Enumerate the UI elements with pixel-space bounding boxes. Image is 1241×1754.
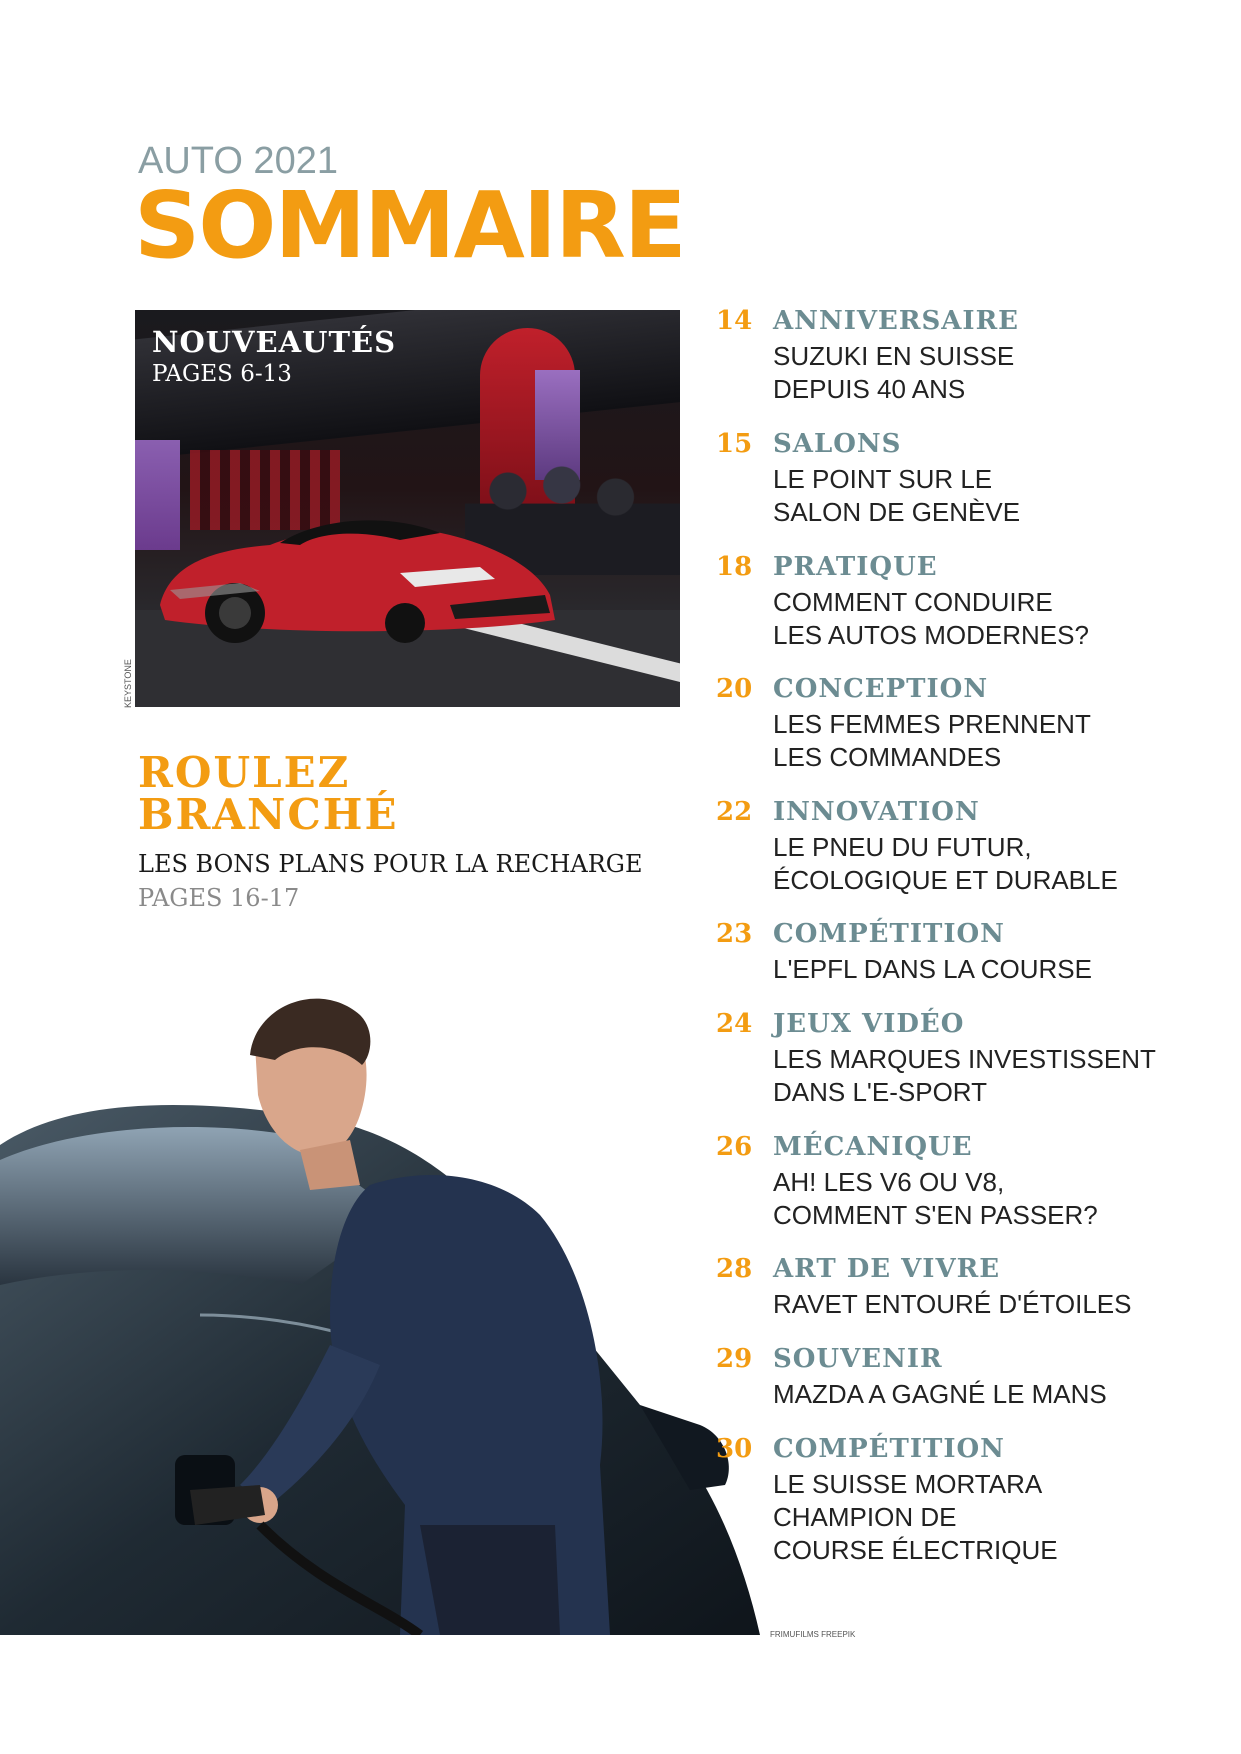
toc-description: RAVET ENTOURÉ D'ÉTOILES [773, 1289, 1132, 1319]
toc-entry[interactable] [716, 1434, 1226, 1564]
charging-photo [0, 985, 770, 1635]
toc-page-number: 18 [716, 552, 753, 582]
toc-heading: JEUX VIDÉO [773, 1009, 965, 1039]
photo-credit: KEYSTONE [123, 659, 133, 708]
toc-description: AH! LES V6 OU V8, COMMENT S'EN PASSER? [773, 1167, 1098, 1230]
toc-entry[interactable] [716, 1254, 1226, 1344]
feature-subtitle: LES BONS PLANS POUR LA RECHARGE [138, 850, 643, 878]
toc-heading: SOUVENIR [773, 1344, 943, 1374]
toc-description: MAZDA A GAGNÉ LE MANS [773, 1379, 1107, 1409]
toc-page-number: 20 [716, 674, 753, 704]
toc-description: LE SUISSE MORTARA CHAMPION DE COURSE ÉLECTRIQUE [773, 1469, 1058, 1565]
section-label: NOUVEAUTÉS [152, 325, 397, 359]
toc-heading: CONCEPTION [773, 674, 989, 704]
toc-entry[interactable] [716, 1132, 1226, 1254]
toc-entry[interactable] [716, 429, 1226, 552]
toc-heading: ANNIVERSAIRE [773, 306, 1019, 336]
toc-description: LES FEMMES PRENNENT LES COMMANDES [773, 709, 1091, 772]
page-title: SOMMAIRE [134, 172, 685, 279]
section-pages: PAGES 6-13 [152, 361, 292, 387]
toc-heading: PRATIQUE [773, 552, 938, 582]
toc-heading: INNOVATION [773, 797, 980, 827]
toc-description: L'EPFL DANS LA COURSE [773, 954, 1092, 984]
toc-entry[interactable] [716, 306, 1226, 429]
toc-page-number: 24 [716, 1009, 753, 1039]
feature-title: ROULEZ BRANCHÉ [138, 748, 399, 839]
toc-page-number: 29 [716, 1344, 753, 1374]
toc-heading: SALONS [773, 429, 902, 459]
toc-heading: MÉCANIQUE [773, 1132, 973, 1162]
toc-entry[interactable] [716, 919, 1226, 1009]
toc-page-number: 14 [716, 306, 753, 336]
toc-page-number: 28 [716, 1254, 753, 1284]
toc-entry[interactable] [716, 552, 1226, 674]
toc-entry[interactable] [716, 1344, 1226, 1434]
toc-heading: ART DE VIVRE [773, 1254, 1001, 1284]
toc-description: LE PNEU DU FUTUR, ÉCOLOGIQUE ET DURABLE [773, 832, 1118, 895]
toc-entry[interactable] [716, 797, 1226, 919]
supercar [150, 495, 560, 645]
toc-entry[interactable] [716, 1009, 1226, 1132]
magazine-kicker: AUTO 2021 [138, 140, 338, 182]
toc-page-number: 15 [716, 429, 753, 459]
photo-caption [152, 325, 396, 387]
toc-description: LE POINT SUR LE SALON DE GENÈVE [773, 464, 1021, 527]
toc-page-number: 26 [716, 1132, 753, 1162]
toc-page-number: 23 [716, 919, 753, 949]
toc-entry[interactable] [716, 674, 1226, 797]
toc-page-number: 30 [716, 1434, 753, 1464]
feature-pages: PAGES 16-17 [138, 884, 300, 912]
toc-description: SUZUKI EN SUISSE DEPUIS 40 ANS [773, 341, 1015, 404]
toc-heading: COMPÉTITION [773, 919, 1005, 949]
toc-heading: COMPÉTITION [773, 1434, 1005, 1464]
photo-credit: FRIMUFILMS FREEPIK [770, 1630, 856, 1639]
toc-page-number: 22 [716, 797, 753, 827]
toc-description: COMMENT CONDUIRE LES AUTOS MODERNES? [773, 587, 1089, 650]
toc-description: LES MARQUES INVESTISSENT DANS L'E-SPORT [773, 1044, 1156, 1107]
table-of-contents [716, 306, 1226, 1564]
